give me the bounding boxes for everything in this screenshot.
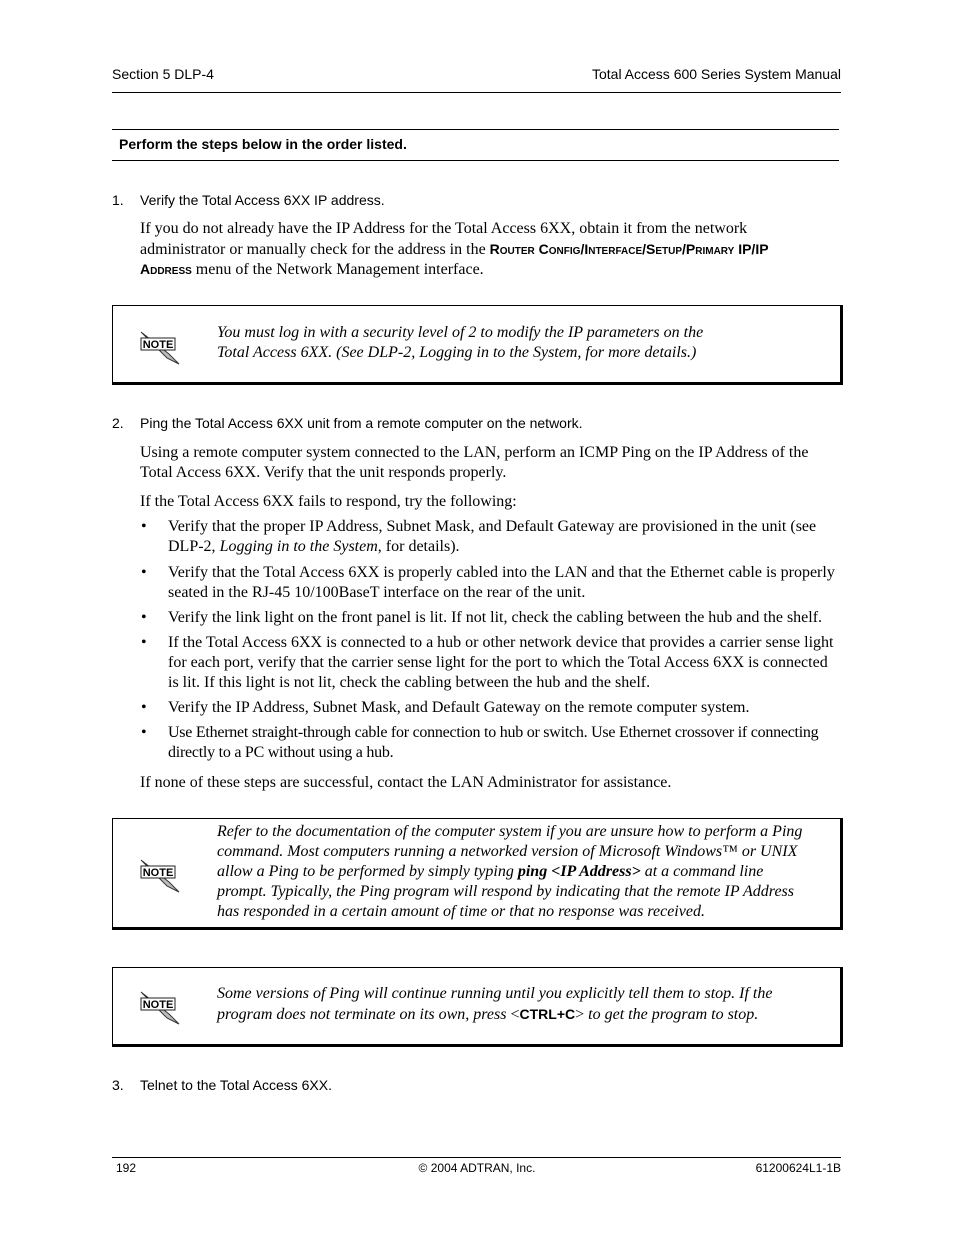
note1-text — [217, 323, 839, 363]
bullet-4 — [168, 633, 884, 693]
step1-para-line1: If you do not already have the IP Address for the Total Access 6XX, obtain it from the network — [140, 220, 748, 237]
bullet-2 — [168, 563, 884, 603]
note3-text — [217, 984, 839, 1025]
step1-title: Verify the Total Access 6XX IP address. — [140, 192, 385, 208]
step1-para-line2 — [140, 239, 769, 260]
step3-number: 3. — [112, 1077, 124, 1093]
header-manual-title: Total Access 600 Series System Manual — [591, 66, 841, 82]
bullet-4-line2: for each port, verify that the carrier sense light for the port to which the Total Access 6XX is connected — [168, 654, 828, 671]
bullet-1-line2-post: , for details). — [377, 538, 460, 555]
footer-rule — [112, 1157, 841, 1158]
note-icon — [139, 856, 181, 894]
note2-text — [217, 822, 841, 922]
step2-number: 2. — [112, 415, 124, 431]
note-icon — [139, 328, 181, 366]
note-box-2 — [112, 818, 843, 930]
step2-para1-line1: Using a remote computer system connected to the LAN, perform an ICMP Ping on the IP Address of the — [140, 444, 809, 461]
step2-para3: If none of these steps are successful, contact the LAN Administrator for assistance. — [140, 774, 672, 791]
note-icon-label: NOTE — [142, 867, 174, 879]
note-icon-label: NOTE — [142, 999, 174, 1011]
note3-line2-post: to get the program to stop. — [584, 1006, 759, 1023]
note3-key: CTRL+C — [519, 1006, 576, 1022]
bullet-6 — [168, 723, 884, 763]
bullet-3 — [168, 608, 884, 628]
footer-doc-number: 61200624L1-1B — [755, 1161, 841, 1175]
note-box-1 — [112, 305, 843, 385]
step1-para-end: menu of the Network Management interface. — [191, 261, 484, 278]
note3-line2-pre: program does not terminate on its own, press — [217, 1006, 511, 1023]
note1-line1: You must log in with a security level of 2 to modify the IP parameters on the — [217, 324, 704, 341]
bullet-2-line1: Verify that the Total Access 6XX is properly cabled into the LAN and that the Ethernet cable is properly — [168, 564, 835, 581]
bullet-1-line2 — [168, 537, 884, 557]
bullet-1-line1: Verify that the proper IP Address, Subnet Mask, and Default Gateway are provisioned in the unit (see — [168, 518, 817, 535]
bullet-1-marker: • — [141, 518, 147, 535]
note2-line3-pre: allow a Ping to be performed by simply typing — [217, 863, 518, 880]
bullet-5 — [168, 698, 884, 718]
instruction-text: Perform the steps below in the order listed. — [119, 136, 407, 152]
bullet-4-line1: If the Total Access 6XX is connected to a hub or other network device that provides a carrier sense light — [168, 634, 834, 651]
bullet-1-line2-italic: Logging in to the System — [219, 538, 378, 555]
bullet-6-line2: directly to a PC without using a hub. — [168, 744, 394, 761]
footer-copyright: © 2004 ADTRAN, Inc. — [418, 1161, 536, 1175]
note2-line3-bold: ping <IP Address> — [517, 863, 641, 880]
step1-menu-path-end: Address — [140, 261, 192, 277]
footer-page-number: 192 — [116, 1161, 137, 1175]
note-icon-label: NOTE — [142, 339, 174, 351]
header-rule — [112, 92, 841, 93]
bullet-5-marker: • — [141, 699, 147, 716]
bullet-6-marker: • — [141, 724, 147, 741]
step2-para2: If the Total Access 6XX fails to respond, try the following: — [140, 493, 517, 510]
step1-para-line3 — [140, 259, 484, 280]
bullet-6-line1: Use Ethernet straight-through cable for connection to hub or switch. Use Ethernet crossover if connecting — [168, 724, 819, 741]
note2-line3 — [217, 862, 841, 882]
instruction-rule-bottom — [112, 160, 839, 161]
note-icon — [139, 988, 181, 1026]
note2-line3-post: at a command line — [640, 863, 764, 880]
instruction-rule-top — [112, 129, 839, 130]
bullet-4-line3: is lit. If this light is not lit, check the cabling between the hub and the shelf. — [168, 674, 651, 691]
bullet-1 — [168, 517, 884, 557]
note3-key-open: < — [510, 1006, 520, 1023]
note3-line1: Some versions of Ping will continue running until you explicitly tell them to stop. If the — [217, 985, 773, 1002]
step2-title: Ping the Total Access 6XX unit from a remote computer on the network. — [140, 415, 583, 431]
note2-line1: Refer to the documentation of the computer system if you are unsure how to perform a Ping — [217, 823, 803, 840]
note2-line5: has responded in a certain amount of time or that no response was received. — [217, 903, 705, 920]
bullet-5-line1: Verify the IP Address, Subnet Mask, and Default Gateway on the remote computer system. — [168, 699, 750, 716]
bullet-1-line2-pre: DLP-2, — [168, 538, 220, 555]
note-box-3 — [112, 967, 843, 1047]
step2-para1-line2: Total Access 6XX. Verify that the unit responds properly. — [140, 464, 507, 481]
step1-para-text: administrator or manually check for the address in the — [140, 241, 490, 258]
bullet-3-line1: Verify the link light on the front panel is lit. If not lit, check the cabling between the hub and the shelf. — [168, 609, 823, 626]
bullet-4-marker: • — [141, 634, 147, 651]
header-section: Section 5 DLP-4 — [112, 66, 214, 82]
note3-key-close: > — [575, 1006, 585, 1023]
note3-line2 — [217, 1004, 839, 1025]
note2-line2: command. Most computers running a networked version of Microsoft Windows™ or UNIX — [217, 843, 798, 860]
step1-number: 1. — [112, 192, 124, 208]
step1-menu-path: Router Config/Interface/Setup/Primary IP/IP — [489, 241, 769, 257]
bullet-3-marker: • — [141, 609, 147, 626]
bullet-2-marker: • — [141, 564, 147, 581]
bullet-2-line2: seated in the RJ-45 10/100BaseT interface on the rear of the unit. — [168, 584, 586, 601]
step3-title: Telnet to the Total Access 6XX. — [140, 1077, 332, 1093]
note2-line4: prompt. Typically, the Ping program will respond by indicating that the remote IP Address — [217, 883, 794, 900]
note1-line2: Total Access 6XX. (See DLP-2, Logging in to the System, for more details.) — [217, 344, 697, 361]
